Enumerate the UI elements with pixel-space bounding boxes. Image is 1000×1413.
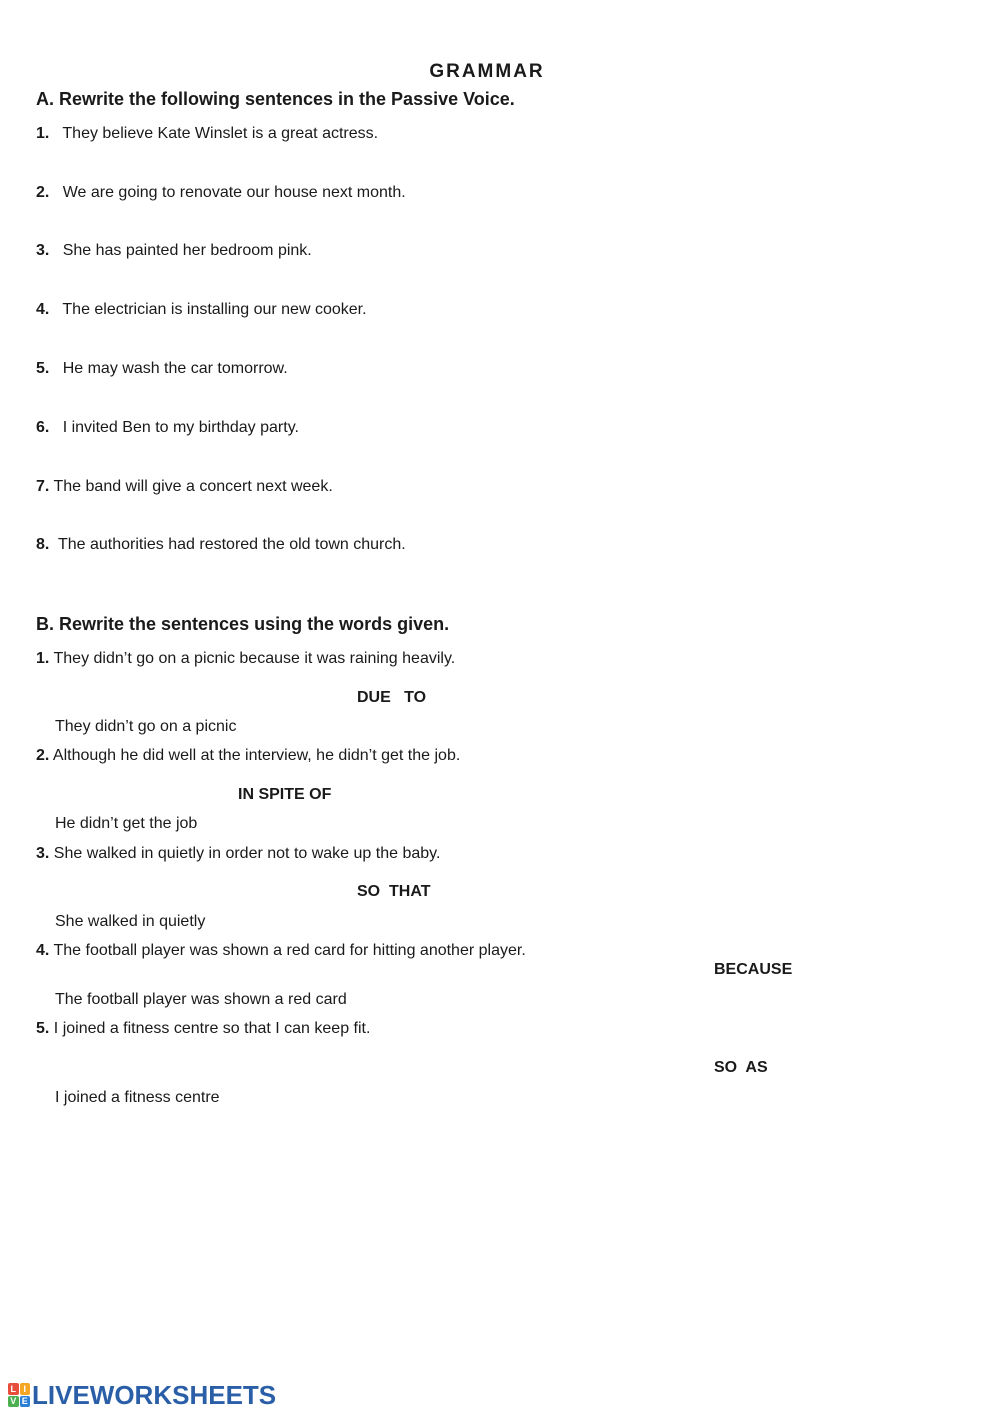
item-number: 3.	[36, 845, 50, 862]
section-b-item	[36, 1020, 370, 1038]
item-text: The football player was shown a red card for hitting another player.	[53, 942, 526, 959]
section-b-item	[36, 942, 526, 960]
logo-badge-icon	[8, 1383, 30, 1407]
item-number: 4.	[36, 942, 50, 959]
section-a-item	[36, 360, 288, 378]
answer-start: He didn’t get the job	[55, 815, 198, 832]
answer-start: They didn’t go on a picnic	[55, 718, 237, 735]
item-text: I joined a fitness centre so that I can keep fit.	[53, 1020, 371, 1037]
section-a-item	[36, 536, 406, 554]
item-text: She walked in quietly in order not to wake up the baby.	[53, 845, 441, 862]
item-text: He may wash the car tomorrow.	[62, 360, 288, 377]
badge-letter: V	[8, 1396, 19, 1408]
section-a-item	[36, 419, 299, 437]
liveworksheets-logo	[8, 1380, 276, 1410]
item-text: We are going to renovate our house next month.	[62, 184, 406, 201]
item-text: She has painted her bedroom pink.	[62, 242, 312, 259]
key-words: SO AS	[714, 1059, 768, 1076]
item-number: 5.	[36, 360, 50, 377]
item-text: The band will give a concert next week.	[53, 478, 333, 495]
item-text: They didn’t go on a picnic because it was raining heavily.	[53, 650, 456, 667]
item-number: 3.	[36, 242, 50, 259]
item-number: 1.	[36, 650, 50, 667]
item-number: 8.	[36, 536, 50, 553]
section-b-item	[36, 747, 460, 765]
section-b-item	[36, 650, 455, 668]
key-words: SO THAT	[357, 883, 431, 900]
key-words: IN SPITE OF	[238, 786, 332, 803]
section-a-item	[36, 125, 378, 143]
section-b-heading: B. Rewrite the sentences using the words given.	[36, 614, 450, 634]
answer-start: She walked in quietly	[55, 913, 206, 930]
section-a-item	[36, 242, 312, 260]
item-number: 2.	[36, 184, 50, 201]
section-a-heading: A. Rewrite the following sentences in the Passive Voice.	[36, 89, 515, 109]
item-number: 1.	[36, 125, 50, 142]
item-text: The authorities had restored the old town church.	[57, 536, 406, 553]
badge-letter: I	[20, 1383, 31, 1395]
answer-start: I joined a fitness centre	[55, 1089, 220, 1106]
item-text: The electrician is installing our new cooker.	[62, 301, 367, 318]
item-number: 4.	[36, 301, 50, 318]
answer-start: The football player was shown a red card	[55, 991, 347, 1008]
section-a-item	[36, 478, 333, 496]
badge-letter: L	[8, 1383, 19, 1395]
key-words: BECAUSE	[714, 961, 793, 978]
item-number: 6.	[36, 419, 50, 436]
section-b-item	[36, 845, 440, 863]
item-text: Although he did well at the interview, he didn’t get the job.	[52, 747, 461, 764]
page-title: GRAMMAR	[429, 61, 545, 82]
item-text: I invited Ben to my birthday party.	[62, 419, 299, 436]
item-number: 2.	[36, 747, 50, 764]
section-a-item	[36, 184, 406, 202]
item-text: They believe Kate Winslet is a great actress.	[62, 125, 379, 142]
key-words: DUE TO	[357, 689, 427, 706]
logo-text: LIVEWORKSHEETS	[32, 1379, 277, 1410]
item-number: 5.	[36, 1020, 50, 1037]
section-a-item	[36, 301, 367, 319]
badge-letter: E	[20, 1396, 31, 1408]
item-number: 7.	[36, 478, 50, 495]
